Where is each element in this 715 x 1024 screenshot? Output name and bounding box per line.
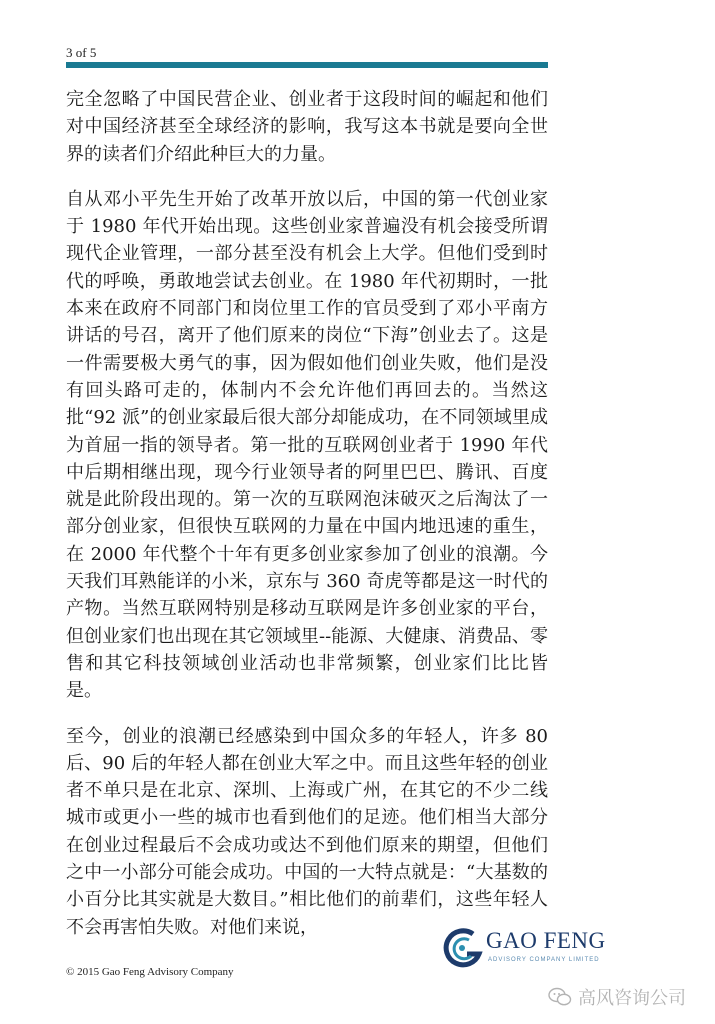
company-logo	[443, 922, 618, 974]
gao-feng-logo-mark-icon	[443, 926, 483, 970]
watermark	[548, 984, 686, 1010]
logo-subtitle: ADVISORY COMPANY LIMITED	[488, 957, 600, 963]
body-text	[66, 86, 548, 959]
watermark-text: 高风咨询公司	[578, 988, 686, 1009]
paragraph: 自从邓小平先生开始了改革开放以后，中国的第一代创业家于 1980 年代开始出现。这些创业家普遍没有机会接受所谓现代企业管理，一部分甚至没有机会上大学。但他们受到时代的呼唤，勇敢地尝试去创业。在 1980 年代初期时，一批本来在政府不同部门和岗位里工作的官员受到了邓小平南方讲话的号召，离开了他们原来的岗位“下海”创业去了。这是一件需要极大勇气的事，因为假如他们创业失败，他们是没有回头路可走的，体制内不会允许他们再回去的。当然这批“92 派”的创业家最后很大部分却能成功，在不同领域里成为首屈一指的领导者。第一批的互联网创业者于 1990 年代中后期相继出现，现今行业领导者的阿里巴巴、腾讯、百度就是此阶段出现的。第一次的互联网泡沫破灭之后淘汰了一部分创业家，但很快互联网的力量在中国内地迅速的重生，在 2000 年代整个十年有更多创业家参加了创业的浪潮。今天我们耳熟能详的小米，京东与 360 奇虎等都是这一时代的产物。当然互联网特别是移动互联网是许多创业家的平台，但创业家们也出现在其它领域里--能源、大健康、消费品、零售和其它科技领域创业活动也非常频繁，创业家们比比皆是。	[66, 188, 548, 702]
paragraph: 完全忽略了中国民营企业、创业者于这段时间的崛起和他们对中国经济甚至全球经济的影响，我写这本书就是要向全世界的读者们介绍此种巨大的力量。	[66, 89, 548, 165]
copyright: © 2015 Gao Feng Advisory Company	[66, 966, 234, 978]
page-number: 3 of 5	[66, 45, 97, 60]
header-rule	[66, 62, 548, 68]
wechat-icon	[548, 987, 572, 1007]
logo-name: GAO FENG	[486, 928, 606, 953]
paragraph: 至今，创业的浪潮已经感染到中国众多的年轻人，许多 80 后、90 后的年轻人都在创业大军之中。而且这些年轻的创业者不单只是在北京、深圳、上海或广州，在其它的不少二线城市或更小一些的城市也看到他们的足迹。他们相当大部分在创业过程最后不会成功或达不到他们原来的期望，但他们之中一小部分可能会成功。中国的一大特点就是：“大基数的小百分比其实就是大数目。”相比他们的前辈们，这些年轻人不会再害怕失败。对他们来说，	[66, 725, 548, 938]
